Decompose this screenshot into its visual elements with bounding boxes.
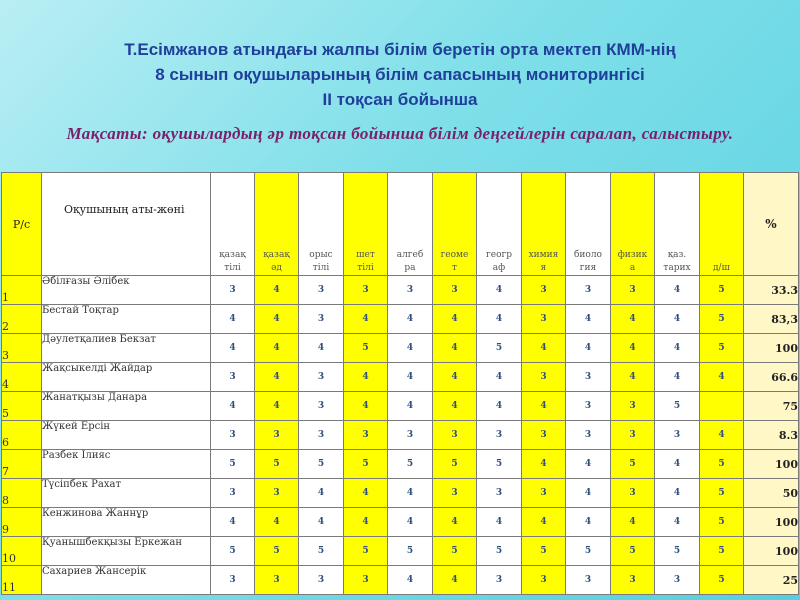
score-cell: 5 — [388, 537, 433, 566]
row-number: 2 — [2, 305, 42, 334]
score-cell: 4 — [344, 305, 388, 334]
table-row — [2, 508, 799, 537]
student-name: Сахариев Жансерік — [42, 566, 211, 595]
score-cell: 5 — [700, 566, 744, 595]
student-name: Кенжинова Жаннұр — [42, 508, 211, 537]
row-number: 6 — [2, 421, 42, 450]
subject-label-line2: я — [540, 263, 547, 273]
score-cell: 5 — [477, 334, 522, 363]
percent-cell: 66.6 — [744, 363, 799, 392]
score-cell: 5 — [299, 450, 344, 479]
subject-label-line1: алгеб — [396, 250, 424, 260]
score-cell: 5 — [700, 450, 744, 479]
table-row — [2, 566, 799, 595]
score-cell: 4 — [522, 334, 566, 363]
score-cell: 4 — [566, 479, 611, 508]
score-cell: 3 — [522, 276, 566, 305]
student-name: Түсіпбек Рахат — [42, 479, 211, 508]
score-cell: 3 — [477, 479, 522, 508]
score-cell: 3 — [477, 421, 522, 450]
table-row — [2, 450, 799, 479]
score-cell: 5 — [211, 537, 255, 566]
score-cell: 5 — [611, 450, 655, 479]
score-cell: 4 — [388, 363, 433, 392]
subject-label-line1: геоме — [440, 250, 469, 260]
col-header-subject — [388, 173, 433, 276]
col-header-subject — [344, 173, 388, 276]
percent-cell: 75 — [744, 392, 799, 421]
score-cell: 3 — [522, 479, 566, 508]
score-cell: 5 — [299, 537, 344, 566]
score-cell: 4 — [255, 276, 299, 305]
score-cell: 5 — [255, 450, 299, 479]
score-cell — [700, 392, 744, 421]
score-cell: 4 — [655, 479, 700, 508]
col-header-subject — [299, 173, 344, 276]
score-cell: 5 — [477, 450, 522, 479]
percent-cell: 50 — [744, 479, 799, 508]
student-name: Әбілғазы Әлібек — [42, 276, 211, 305]
score-cell: 3 — [611, 566, 655, 595]
col-header-percent: % — [744, 173, 799, 276]
student-name: Бестай Тоқтар — [42, 305, 211, 334]
score-cell: 4 — [700, 421, 744, 450]
score-cell: 4 — [299, 508, 344, 537]
score-cell: 4 — [655, 276, 700, 305]
title-line-1: Т.Есімжанов атындағы жалпы білім беретін орта мектеп КММ-нің — [124, 40, 676, 59]
score-cell: 4 — [255, 508, 299, 537]
student-name: Дәулетқалиев Бекзат — [42, 334, 211, 363]
subject-label-line2: әд — [271, 263, 282, 273]
score-cell: 4 — [255, 363, 299, 392]
score-cell: 4 — [344, 392, 388, 421]
score-cell: 3 — [211, 363, 255, 392]
score-cell: 3 — [255, 566, 299, 595]
score-cell: 4 — [477, 276, 522, 305]
score-cell: 3 — [211, 421, 255, 450]
table-row — [2, 392, 799, 421]
score-cell: 3 — [566, 363, 611, 392]
row-number: 5 — [2, 392, 42, 421]
row-number: 8 — [2, 479, 42, 508]
table-row — [2, 334, 799, 363]
score-cell: 3 — [344, 276, 388, 305]
score-cell: 4 — [566, 305, 611, 334]
table-row — [2, 421, 799, 450]
score-cell: 4 — [522, 392, 566, 421]
score-cell: 4 — [566, 334, 611, 363]
score-cell: 4 — [522, 508, 566, 537]
grades-table — [1, 172, 799, 595]
score-cell: 4 — [255, 392, 299, 421]
score-cell: 4 — [655, 508, 700, 537]
row-number: 11 — [2, 566, 42, 595]
subject-label-line2: т — [452, 263, 457, 273]
subject-label-line1: орыс — [309, 250, 333, 260]
score-cell: 4 — [388, 392, 433, 421]
score-cell: 3 — [522, 421, 566, 450]
score-cell: 3 — [433, 421, 477, 450]
score-cell: 5 — [211, 450, 255, 479]
score-cell: 4 — [611, 334, 655, 363]
score-cell: 5 — [566, 537, 611, 566]
score-cell: 5 — [433, 537, 477, 566]
row-number: 1 — [2, 276, 42, 305]
subject-label-line1: физик — [617, 250, 648, 260]
score-cell: 5 — [388, 450, 433, 479]
score-cell: 3 — [477, 566, 522, 595]
score-cell: 3 — [522, 363, 566, 392]
score-cell: 5 — [700, 537, 744, 566]
score-cell: 4 — [477, 392, 522, 421]
subject-label-line2: тілі — [357, 263, 374, 273]
percent-cell: 25 — [744, 566, 799, 595]
subject-label-line1: биоло — [574, 250, 602, 260]
score-cell: 4 — [388, 566, 433, 595]
score-cell: 4 — [211, 305, 255, 334]
score-cell: 5 — [344, 537, 388, 566]
score-cell: 5 — [344, 334, 388, 363]
score-cell: 3 — [566, 392, 611, 421]
score-cell: 4 — [477, 305, 522, 334]
score-cell: 4 — [655, 450, 700, 479]
score-cell: 4 — [255, 334, 299, 363]
subject-label-line2: ра — [404, 263, 416, 273]
percent-cell: 83,3 — [744, 305, 799, 334]
table-row — [2, 363, 799, 392]
subject-label-line2: д/ш — [713, 263, 730, 273]
score-cell: 3 — [255, 421, 299, 450]
table-row — [2, 537, 799, 566]
score-cell: 3 — [522, 566, 566, 595]
percent-cell: 100 — [744, 450, 799, 479]
score-cell: 3 — [655, 421, 700, 450]
col-header-name: Оқушының аты-жөні — [42, 173, 211, 276]
score-cell: 3 — [566, 566, 611, 595]
subject-label-line1: геогр — [486, 250, 512, 260]
title-line-3: ІІ тоқсан бойынша — [322, 90, 478, 109]
score-cell: 3 — [433, 276, 477, 305]
percent-cell: 100 — [744, 537, 799, 566]
score-cell: 4 — [299, 479, 344, 508]
score-cell: 4 — [655, 305, 700, 334]
col-header-subject — [255, 173, 299, 276]
percent-cell: 33.3 — [744, 276, 799, 305]
score-cell: 3 — [255, 479, 299, 508]
score-cell: 3 — [655, 566, 700, 595]
score-cell: 4 — [566, 450, 611, 479]
score-cell: 3 — [299, 392, 344, 421]
score-cell: 3 — [611, 392, 655, 421]
score-cell: 5 — [700, 479, 744, 508]
col-header-subject — [566, 173, 611, 276]
score-cell: 4 — [388, 334, 433, 363]
score-cell: 4 — [433, 305, 477, 334]
score-cell: 4 — [211, 392, 255, 421]
score-cell: 5 — [700, 508, 744, 537]
subject-label-line2: гия — [579, 263, 597, 273]
score-cell: 5 — [655, 392, 700, 421]
score-cell: 5 — [700, 305, 744, 334]
score-cell: 4 — [388, 479, 433, 508]
score-cell: 3 — [433, 479, 477, 508]
row-number: 4 — [2, 363, 42, 392]
score-cell: 5 — [255, 537, 299, 566]
table-row — [2, 305, 799, 334]
score-cell: 4 — [522, 450, 566, 479]
score-cell: 4 — [611, 305, 655, 334]
subject-label-line1: қаз. — [667, 250, 687, 260]
score-cell: 4 — [388, 508, 433, 537]
score-cell: 4 — [388, 305, 433, 334]
score-cell: 3 — [299, 276, 344, 305]
score-cell: 5 — [522, 537, 566, 566]
student-name: Қуанышбекқызы Еркежан — [42, 537, 211, 566]
score-cell: 4 — [344, 508, 388, 537]
score-cell: 4 — [211, 508, 255, 537]
score-cell: 4 — [433, 392, 477, 421]
score-cell: 4 — [477, 363, 522, 392]
student-name: Жақсыкелді Жайдар — [42, 363, 211, 392]
table-row — [2, 479, 799, 508]
score-cell: 5 — [344, 450, 388, 479]
score-cell: 3 — [211, 479, 255, 508]
score-cell: 3 — [566, 421, 611, 450]
score-cell: 4 — [700, 363, 744, 392]
score-cell: 4 — [611, 508, 655, 537]
score-cell: 3 — [611, 421, 655, 450]
score-cell: 4 — [655, 363, 700, 392]
score-cell: 5 — [700, 276, 744, 305]
subject-label-line1: қазақ — [219, 250, 246, 260]
score-cell: 3 — [211, 276, 255, 305]
score-cell: 5 — [477, 537, 522, 566]
subject-label-line2: тілі — [224, 263, 241, 273]
score-cell: 4 — [477, 508, 522, 537]
score-cell: 4 — [655, 334, 700, 363]
subject-label-line2: тілі — [312, 263, 330, 273]
score-cell: 3 — [388, 276, 433, 305]
score-cell: 3 — [299, 363, 344, 392]
percent-cell: 100 — [744, 508, 799, 537]
page-title — [0, 37, 800, 112]
score-cell: 4 — [433, 508, 477, 537]
row-number: 3 — [2, 334, 42, 363]
subject-label-line1: қазақ — [263, 250, 290, 260]
score-cell: 4 — [299, 334, 344, 363]
score-cell: 4 — [433, 363, 477, 392]
score-cell: 3 — [344, 421, 388, 450]
table-row — [2, 276, 799, 305]
subject-label-line1: шет — [356, 250, 375, 260]
score-cell: 4 — [211, 334, 255, 363]
row-number: 9 — [2, 508, 42, 537]
col-header-no: Р/с — [2, 173, 42, 276]
score-cell: 3 — [388, 421, 433, 450]
col-header-subject — [477, 173, 522, 276]
score-cell: 3 — [299, 566, 344, 595]
score-cell: 5 — [700, 334, 744, 363]
percent-cell: 100 — [744, 334, 799, 363]
score-cell: 4 — [433, 334, 477, 363]
score-cell: 3 — [566, 276, 611, 305]
subject-label-line2: аф — [492, 263, 506, 273]
percent-cell: 8.3 — [744, 421, 799, 450]
col-header-subject — [655, 173, 700, 276]
score-cell: 4 — [344, 363, 388, 392]
student-name: Жүкей Ерсін — [42, 421, 211, 450]
score-cell: 3 — [211, 566, 255, 595]
score-cell: 3 — [344, 566, 388, 595]
row-number: 10 — [2, 537, 42, 566]
score-cell: 3 — [611, 276, 655, 305]
score-cell: 4 — [255, 305, 299, 334]
subject-label-line2: а — [629, 263, 636, 273]
score-cell: 4 — [344, 479, 388, 508]
col-header-subject — [522, 173, 566, 276]
score-cell: 5 — [655, 537, 700, 566]
row-number: 7 — [2, 450, 42, 479]
subject-label-line2: тарих — [663, 263, 691, 273]
score-cell: 5 — [611, 537, 655, 566]
student-name: Жанатқызы Данара — [42, 392, 211, 421]
table-header-row — [2, 173, 799, 276]
subject-label-line1: химия — [528, 250, 559, 260]
score-cell: 5 — [433, 450, 477, 479]
page-subtitle: Мақсаты: оқушылардың әр тоқсан бойынша білім деңгейлерін саралап, салыстыру. — [66, 124, 734, 143]
score-cell: 3 — [299, 305, 344, 334]
col-header-subject — [211, 173, 255, 276]
col-header-subject — [700, 173, 744, 276]
score-cell: 4 — [433, 566, 477, 595]
score-cell: 3 — [611, 479, 655, 508]
score-cell: 4 — [611, 363, 655, 392]
student-name: Разбек Ілияс — [42, 450, 211, 479]
score-cell: 4 — [566, 508, 611, 537]
score-cell: 3 — [522, 305, 566, 334]
score-cell: 3 — [299, 421, 344, 450]
title-line-2: 8 сынып оқушыларының білім сапасының мониторингісі — [155, 65, 645, 84]
col-header-subject — [611, 173, 655, 276]
col-header-subject — [433, 173, 477, 276]
